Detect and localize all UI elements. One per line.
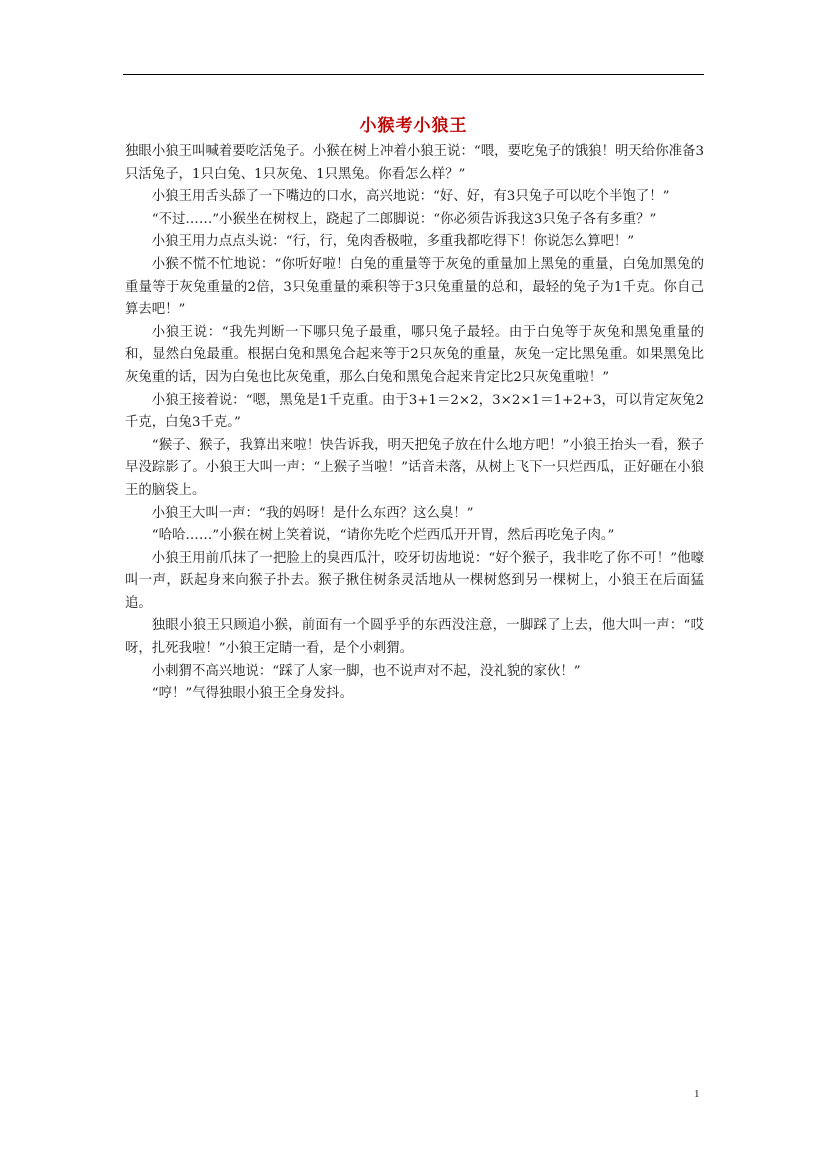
paragraph-14: “哼！”气得独眼小狼王全身发抖。: [151, 686, 353, 702]
paragraph-10: “哈哈……”小猴在树上笑着说，“请你先吃个烂西瓜开开胃，然后再吃兔子肉。”: [151, 528, 615, 544]
paragraph-5: 小猴不慌不忙地说：“你听好啦！白兔的重量等于灰兔的重量加上黑兔的重量，白兔加黑兔的重量等于灰兔重量的2倍，3只兔重量的乘积等于3只兔重量的总和，最轻的兔子为1千克。你自己算去吧！”: [125, 256, 704, 318]
paragraph-7: 小狼王接着说：“嗯，黑兔是1千克重。由于3+1＝2×2，3×2×1＝1+2+3，可以肯定灰兔2千克，白兔3千克。”: [125, 392, 704, 431]
paragraph-9: 小狼王大叫一声：“我的妈呀！是什么东西？这么臭！”: [151, 505, 474, 521]
paragraph-2: 小狼王用舌头舔了一下嘴边的口水，高兴地说：“好、好，有3只兔子可以吃个半饱了！”: [151, 189, 670, 205]
paragraph-1: 独眼小狼王叫喊着要吃活兔子。小猴在树上冲着小狼王说：“喂，要吃兔子的饿狼！明天给你准备3只活兔子，1只白兔、1只灰兔、1只黑兔。你看怎么样？”: [125, 144, 704, 182]
paragraph-6: 小狼王说：“我先判断一下哪只兔子最重，哪只兔子最轻。由于白兔等于灰兔和黑兔重量的和，显然白兔最重。根据白兔和黑兔合起来等于2只灰兔的重量，灰兔一定比黑兔重。如果黑兔比灰兔重的话，因为白兔也比灰兔重，那么白兔和黑兔合起来肯定比2只灰兔重啦！”: [125, 324, 704, 385]
paragraph-4: 小狼王用力点点头说：“行，行，兔肉香极啦，多重我都吃得下！你说怎么算吧！”: [151, 234, 635, 250]
document-body: [125, 141, 704, 706]
paragraph-8: “猴子、猴子，我算出来啦！快告诉我，明天把兔子放在什么地方吧！”小狼王抬头一看，猴子早没踪影了。小狼王大叫一声：“上猴子当啦！”话音未落，从树上飞下一只烂西瓜，正好砸在小狼王的脑袋上。: [125, 437, 704, 498]
paragraph-11: 小狼王用前爪抹了一把脸上的臭西瓜汁，咬牙切齿地说：“好个猴子，我非吃了你不可！”他嚎叫一声，跃起身来向猴子扑去。猴子揪住树条灵活地从一棵树悠到另一棵树上，小狼王在后面猛追。: [125, 550, 704, 611]
page-number: 1: [694, 1088, 700, 1100]
document-title: 小猴考小狼王: [359, 116, 468, 136]
paragraph-13: 小刺猬不高兴地说：“踩了人家一脚，也不说声对不起，没礼貌的家伙！”: [151, 663, 581, 679]
paragraph-12: 独眼小狼王只顾追小猴，前面有一个圆乎乎的东西没注意，一脚踩了上去，他大叫一声：“哎呀，扎死我啦！”小狼王定睛一看，是个小刺猬。: [125, 618, 704, 657]
header-rule: [123, 74, 704, 75]
paragraph-3: “不过……”小猴坐在树杈上，跷起了二郎脚说：“你必须告诉我这3只兔子各有多重？”: [151, 211, 657, 227]
